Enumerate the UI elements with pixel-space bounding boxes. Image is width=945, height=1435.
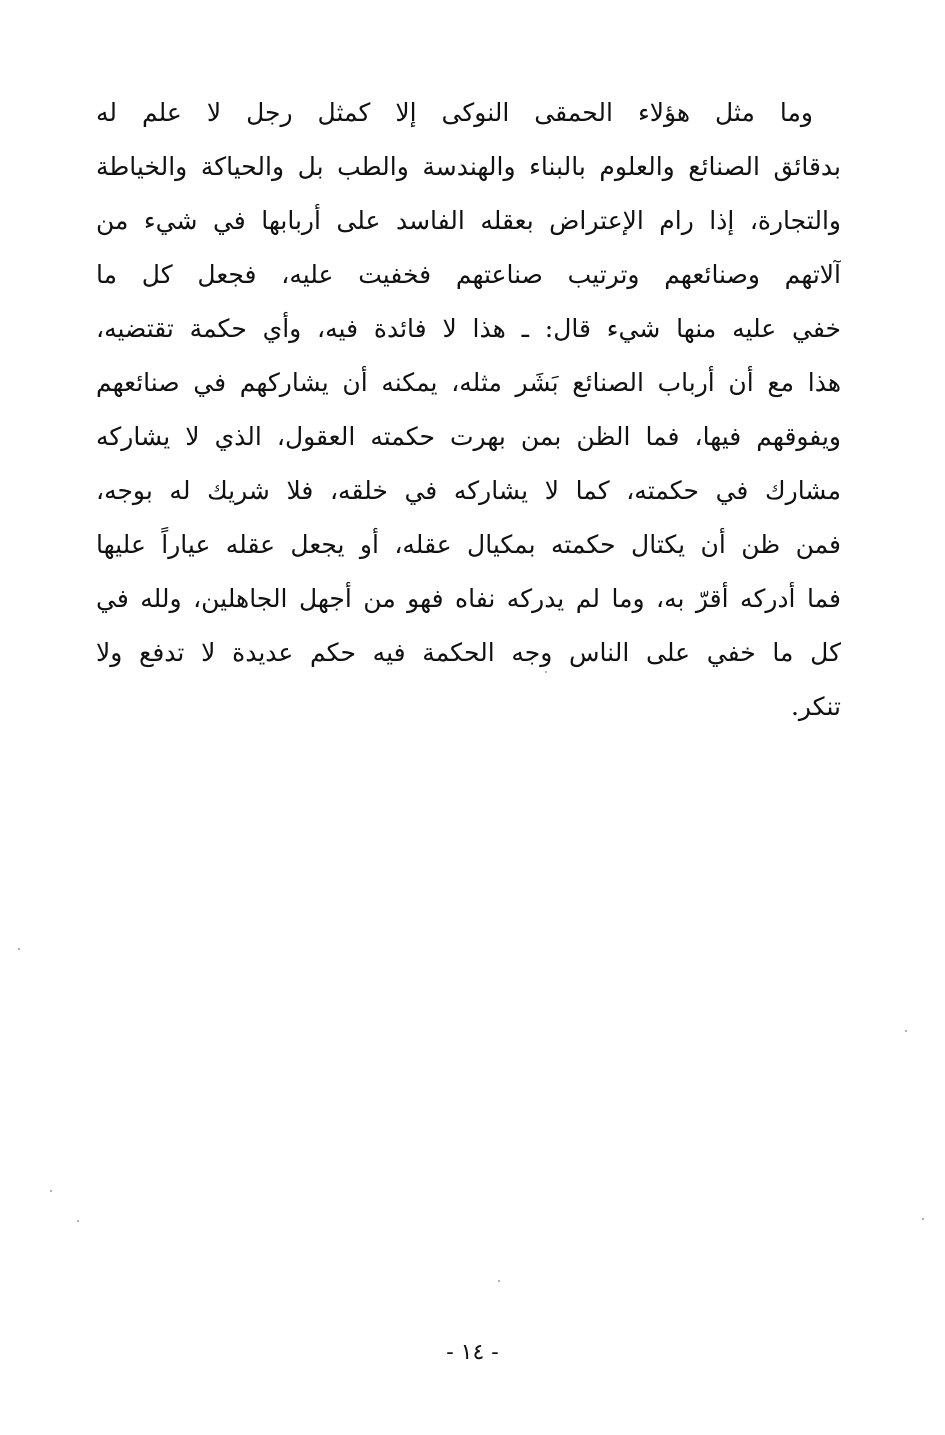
text-line: آلاتهم وصنائعهم وترتيب صناعتهم فخفيت عليه، فجعل كل ما: [96, 260, 841, 289]
text-line: تنكر.: [790, 692, 841, 721]
scan-speck: [50, 1190, 52, 1192]
text-line: وما مثل هؤلاء الحمقى النوكى إلا كمثل رجل لا علم له: [96, 98, 813, 127]
scan-speck: [922, 1218, 924, 1220]
scan-speck: [498, 1280, 500, 1282]
text-line: والتجارة، إذا رام الإعتراض بعقله الفاسد على أربابها في شيء من: [96, 206, 841, 235]
scan-speck: [18, 948, 20, 950]
text-line: كل ما خفي على الناس وجه الحكمة فيه حكم عديدة لا تدفع ولا: [96, 638, 841, 667]
scan-speck: [77, 1220, 79, 1222]
scan-speck: [545, 671, 547, 673]
text-line: مشارك في حكمته، كما لا يشاركه في خلقه، فلا شريك له بوجه،: [96, 476, 841, 505]
text-line: بدقائق الصنائع والعلوم بالبناء والهندسة والطب بل والحياكة والخياطة: [96, 152, 841, 181]
text-line: خفي عليه منها شيء قال: ـ هذا لا فائدة فيه، وأي حكمة تقتضيه،: [96, 314, 841, 343]
scan-speck: [905, 1030, 907, 1032]
text-line: هذا مع أن أرباب الصنائع بَشَر مثله، يمكنه أن يشاركهم في صنائعهم: [96, 368, 841, 397]
text-line: ويفوقهم فيها، فما الظن بمن بهرت حكمته العقول، الذي لا يشاركه: [96, 422, 841, 451]
text-line: فمن ظن أن يكتال حكمته بمكيال عقله، أو يجعل عقله عياراً عليها: [96, 530, 841, 559]
body-paragraph: [96, 86, 841, 734]
text-line: فما أدركه أقرّ به، وما لم يدركه نفاه فهو من أجهل الجاهلين، ولله في: [96, 584, 841, 613]
page-number: - ١٤ -: [446, 1340, 499, 1365]
